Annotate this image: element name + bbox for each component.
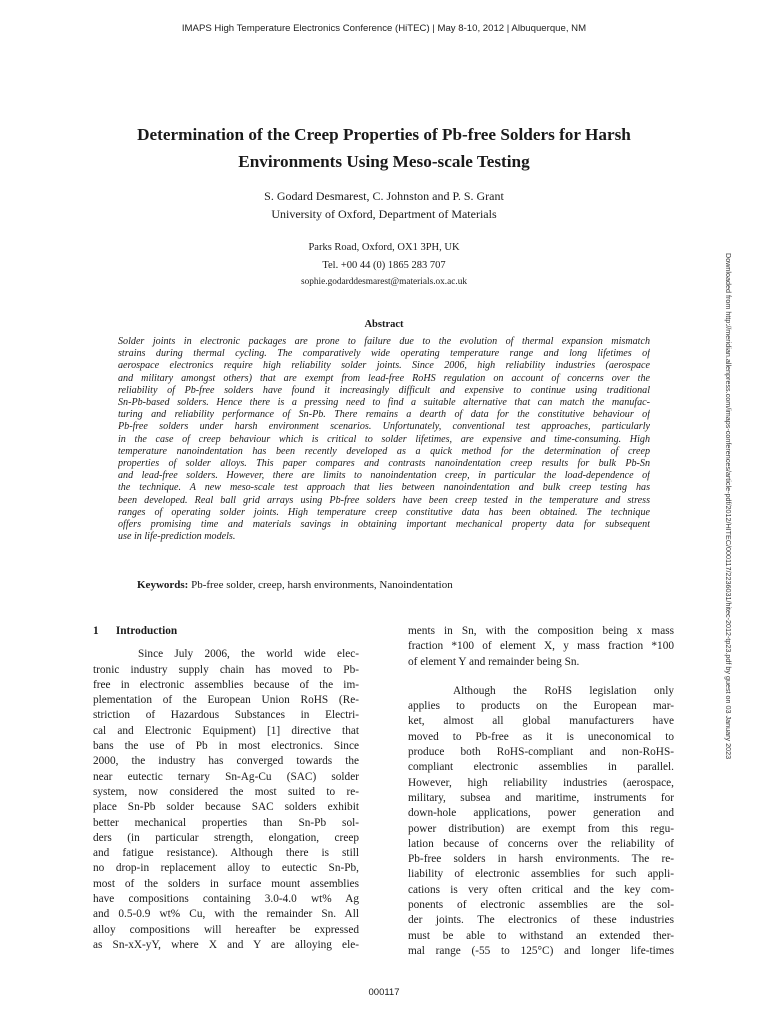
text-line: 2000, the industry has converged towards the: [93, 755, 359, 768]
download-notice: [724, 253, 745, 773]
text-line: system, now considered the most suited to re-: [93, 785, 359, 798]
text-line: fraction *100 of element X, y mass fraction *100: [408, 640, 674, 653]
author-block: [0, 187, 768, 223]
intro-paragraph-3: [408, 684, 674, 959]
abstract-line: Pb-free solders under harsh environment scenarios. Unfortunately, conventional test approaches, particularly: [118, 421, 650, 433]
text-line: Although the RoHS legislation only: [453, 684, 674, 697]
text-line: produce both RoHS-compliant and non-RoHS-: [408, 746, 674, 759]
conference-header: IMAPS High Temperature Electronics Conference (HiTEC) | May 8-10, 2012 | Albuquerque, NM: [181, 23, 587, 34]
abstract-line: temperature nanoindentation has been recently developed as a quick method for the determination of creep: [118, 445, 650, 457]
text-line: ments in Sn, with the composition being x mass: [408, 625, 674, 637]
title-line-2: Environments Using Meso-scale Testing: [238, 152, 530, 171]
author-names: S. Godard Desmarest, C. Johnston and P. S. Grant: [264, 189, 504, 203]
abstract-line: the technique. A new meso-scale test approach that lies between nanoindentation and bulk creep testing has: [118, 482, 650, 494]
text-line: compliant electronic assemblies in parallel.: [408, 761, 674, 774]
abstract-line: in the case of creep behaviour which is critical to solder lifetimes, are expensive and time-consuming. High: [118, 433, 650, 445]
text-line: cations is very often critical and the key com-: [408, 883, 674, 896]
keywords-text: Pb-free solder, creep, harsh environments, Nanoindentation: [191, 579, 453, 591]
abstract-line: ranges of operating solder joints. High temperature creep constitutive data has been obtained. The technique: [118, 506, 650, 518]
text-line: have compositions containing 3.0-4.0 wt% Ag: [93, 893, 359, 906]
text-line: Pb-free solders in harsh environments. The re-: [408, 853, 674, 866]
text-line: cal and Electronic Equipment) [1] directive that: [93, 724, 359, 737]
text-line: moved to Pb-free as it is uneconomical to: [408, 730, 674, 743]
abstract-line: offers promising time and materials savings in obtaining important mechanical property data for subsequent: [118, 519, 650, 531]
text-line: and fatigue resistance). Although there is still: [93, 847, 359, 860]
text-line: of element Y and remainder being Sn.: [408, 655, 580, 668]
text-line: applies to products on the European mar-: [408, 700, 674, 713]
text-line: no drop-in replacement alloy to eutectic Sn-Pb,: [93, 862, 359, 875]
keywords: [137, 579, 657, 591]
abstract-line: and lead-free solders. However, there are limits to nanoindentation creep, in particular the load-dependence of: [118, 470, 650, 482]
text-line: military, subsea and maritime, instruments for: [408, 791, 674, 804]
text-line: tronic industry supply chain has moved to Pb-: [93, 663, 359, 676]
text-line: power distribution) are exempt from this regu-: [408, 822, 674, 835]
postal-address: Parks Road, Oxford, OX1 3PH, UK: [308, 242, 460, 253]
text-line: most of the solders in surface mount assemblies: [93, 877, 359, 890]
text-line: ders (in particular strength, elongation, creep: [93, 831, 359, 844]
text-line: as Sn-xX-yY, where X and Y are alloying ele-: [93, 938, 359, 951]
email-address: sophie.godarddesmarest@materials.ox.ac.uk: [300, 277, 468, 287]
keywords-label: Keywords:: [137, 579, 189, 591]
abstract-line: use in life-prediction models.: [118, 531, 236, 543]
text-line: bans the use of Pb in most electronics. Since: [93, 740, 359, 753]
text-line: near eutectic ternary Sn-Ag-Cu (SAC) solder: [93, 770, 359, 783]
abstract-line: strains during thermal cycling. The comparatively wide operating temperature range and long lifetimes of: [118, 348, 650, 360]
author-affiliation: University of Oxford, Department of Materials: [271, 207, 497, 221]
text-line: must be able to withstand an extended ther-: [408, 929, 674, 942]
abstract-line: Sn-Pb-based solders. Hence there is a pressing need to find a suitable alternative that can match the manufac-: [118, 397, 650, 409]
title-line-1: Determination of the Creep Properties of Pb-free Solders for Harsh: [137, 125, 631, 144]
text-line: striction of Hazardous Substances in Electri-: [93, 709, 359, 722]
abstract-line: been developed. Real ball grid arrays using Pb-free solders have been creep tested in the temperature and stress: [118, 494, 650, 506]
abstract-line: aerospace electronics require high reliability solder joints. Since 2006, high reliability industries (aerospace: [118, 360, 650, 372]
right-column: [408, 624, 674, 959]
text-line: better mechanical properties than Sn-Pb sol-: [93, 816, 359, 829]
text-line: place Sn-Pb solder because SAC solders exhibit: [93, 801, 359, 814]
text-line: plementation of the European Union RoHS (Re-: [93, 694, 359, 707]
text-line: However, high reliability industries (aerospace,: [408, 776, 674, 789]
text-line: ket, almost all global manufacturers have: [408, 715, 674, 728]
paper-title: [60, 121, 708, 175]
left-column: [93, 624, 359, 953]
abstract-heading: Abstract: [364, 319, 404, 330]
intro-paragraph-1: [93, 647, 359, 953]
telephone: Tel. +00 44 (0) 1865 283 707: [322, 259, 446, 271]
text-line: free in electronic assemblies because of the im-: [93, 678, 359, 691]
abstract-line: properties of solder alloys. This paper compares and contrasts nanoindentation creep results for bulk Pb-Sn: [118, 458, 650, 470]
abstract-line: Solder joints in electronic packages are prone to failure due to the evolution of thermal expansion mismatch: [118, 336, 650, 347]
text-line: mal range (-55 to 125°C) and longer life-times: [408, 944, 674, 957]
section-heading: [93, 624, 359, 639]
text-line: and 0.5-0.9 wt% Cu, with the remainder Sn. All: [93, 908, 359, 921]
text-line: lation because of concerns over the reliability of: [408, 837, 674, 850]
intro-paragraph-2: [408, 624, 674, 670]
text-line: liability of electronic assemblies for such appli-: [408, 868, 674, 881]
page-number: 000117: [368, 987, 400, 998]
section-number: 1: [93, 625, 99, 637]
text-line: alloy compositions will hereafter be expressed: [93, 923, 359, 936]
contact-block: [0, 239, 768, 292]
text-line: ponents of electronic assemblies are the sol-: [408, 899, 674, 912]
text-line: down-hole applications, power generation and: [408, 807, 674, 820]
abstract-line: and military amongst others) that are exempt from lead-free RoHS regulation on account of concerns over the: [118, 372, 650, 384]
abstract-body: [118, 336, 650, 543]
abstract-line: turing and reliability performance of Sn-Pb. There remains a dearth of data for the constitutive behaviour of: [118, 409, 650, 421]
text-line: Since July 2006, the world wide elec-: [138, 648, 359, 661]
abstract-line: reliability of Pb-free solders have found it increasingly difficult and expensive to continue using traditional: [118, 384, 650, 396]
section-title: Introduction: [115, 625, 178, 637]
download-notice-text: Downloaded from http://meridian.allenpress.com/imaps-conferences/article-pdf/2012/HITEC/000117/2236031/hitec-2012-tp23.pdf by guest on 03 January 2023: [724, 253, 733, 760]
text-line: der joints. The electronics of these industries: [408, 914, 674, 927]
